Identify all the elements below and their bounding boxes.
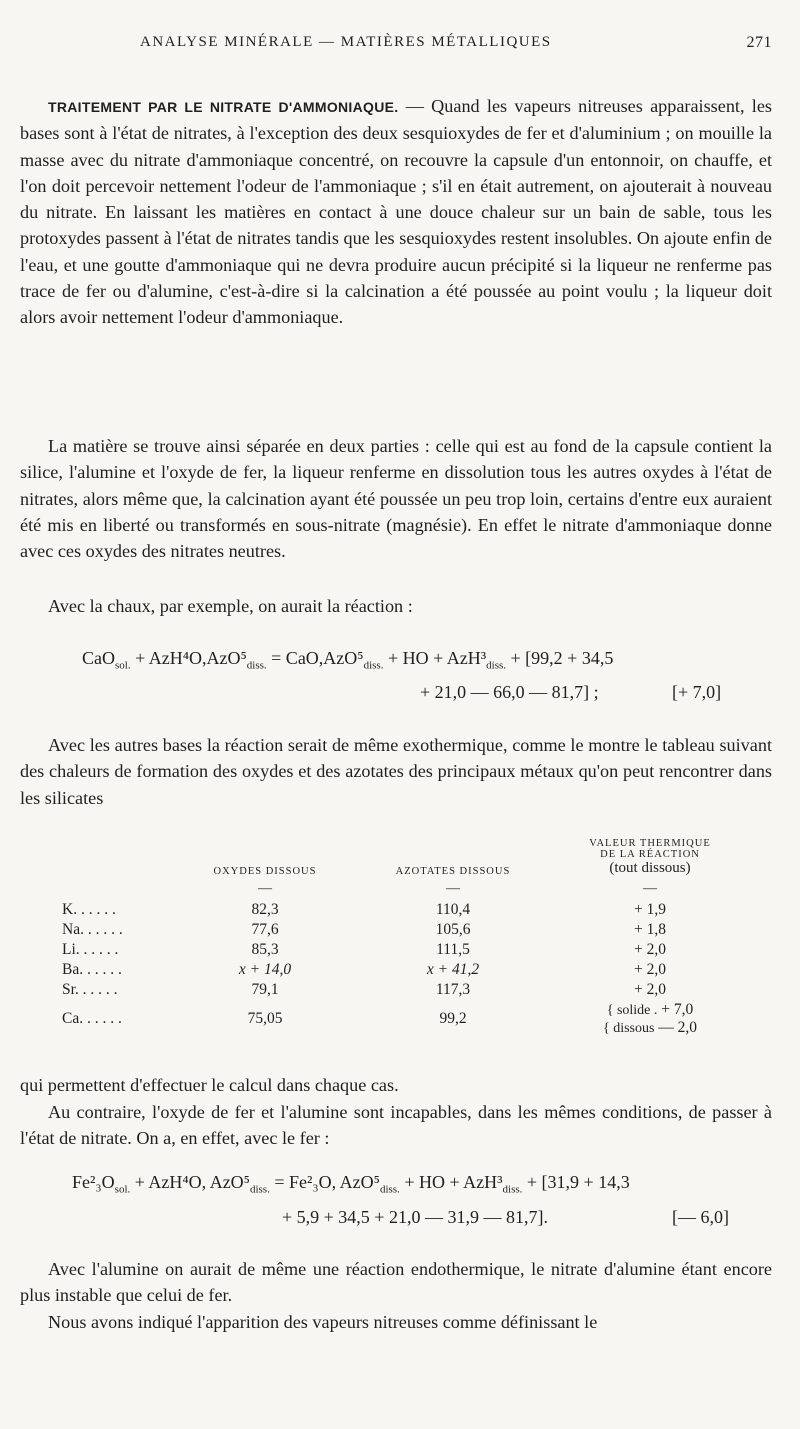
table-row: Na. . . . . . 77,6 105,6 + 1,8 [62,921,666,938]
table-row-ca: Ca. . . . . . 75,05 99,2 { solide . + 7,0 { dissous — 2,0 [62,1001,698,1036]
thermal-table: OXYDES DISSOUS AZOTATES DISSOUS VALEUR THERMIQUE DE LA RÉACTION (tout dissous) — — — K. . . . . . 82,3 110,4 + 1,9 Na. . . . . . 77,6 105,6 + 1,8 Li. . . . . . 85,3 111,5 + 2,0 Ba. . . . . . x + 14,0 x + 41,2 + 2,0 Sr. . . . . . 79,1 117,3 + 2,0 Ca. . . . . . 75,05 99,2 { solide . + 7,0 { dissous — 2,0 [58,838,748,1037]
paragraph-text: Avec la chaux, par exemple, on aurait la réaction : [48,596,413,616]
paragraph-vapeurs [20,1309,772,1335]
paragraph-text: Nous avons indiqué l'apparition des vapeurs nitreuses comme définissant le [48,1312,598,1332]
equation-chaux-line2: + 21,0 — 66,0 — 81,7] ; [420,682,599,702]
paragraph-chaux [20,593,772,619]
paragraph-separation [20,433,772,564]
column-header-oxydes: OXYDES DISSOUS [213,866,317,877]
paragraph-traitement [20,93,772,331]
table-row: Ba. . . . . . x + 14,0 x + 41,2 + 2,0 [62,961,666,978]
paragraph-text: — Quand les vapeurs nitreuses apparaissent, les bases sont à l'état de nitrates, à l'exception des deux sesquioxydes de fer et d'aluminium ; on mouille la masse avec du nitrate d'ammoniaque concentré, on recouvre la capsule d'un entonnoir, on chauffe, et l'on doit percevoir nettement l'odeur de l'ammoniaque ; s'il en était autrement, on ajouterait à nouveau du nitrate. En laissant les matières en contact à une douce chaleur sur un bain de sable, tous les protoxydes passent à l'état de nitrates tandis que les sesquioxydes restent insolubles. On ajoute enfin de l'eau, et une goutte d'ammoniaque qui ne devra produire aucun précipité si la liqueur ne renferme pas trace de fer ou d'alumine, c'est-à-dire si la calcination a été poussée au point voulu ; la liqueur doit alors avoir nettement l'odeur d'ammoniaque. [20,96,772,328]
column-header-azotates: AZOTATES DISSOUS [395,866,511,877]
running-title: ANALYSE MINÉRALE — MATIÈRES MÉTALLIQUES [140,34,552,50]
table-row: Li. . . . . . 85,3 111,5 + 2,0 [62,941,666,958]
paragraph-text: Au contraire, l'oxyde de fer et l'alumine sont incapables, dans les mêmes conditions, de passer à l'état de nitrate. On a, en effet, avec le fer : [20,1102,772,1149]
table-row: Sr. . . . . . 79,1 117,3 + 2,0 [62,981,666,998]
equation-fer-line1: $Fe^2_3O_{sol.} + AzH^4O$, $AzO^5_{diss.} = Fe^2_3O$, $AzO^5_{diss.}$ + HO + $AzH^3_{diss.} + [31,9 + 14,3$ [72,1172,630,1196]
equation-fer-result: [— 6,0] [672,1207,729,1227]
section-heading: TRAITEMENT PAR LE NITRATE D'AMMONIAQUE. [48,99,399,115]
paragraph-text: La matière se trouve ainsi séparée en deux parties : celle qui est au fond de la capsule contient la silice, l'alumine et l'oxyde de fer, la liqueur renferme en dissolution tous les autres oxydes à l'état de nitrates, alors même que, la calcination ayant été poussée un peu trop loin, certains d'entre eux auraient été mis en liberté ou transformés en sous-nitrate (magnésie). En effet le nitrate d'ammoniaque donne avec ces oxydes des nitrates neutres. [20,436,772,562]
paragraph-text: Avec les autres bases la réaction serait de même exothermique, comme le montre le tableau suivant des chaleurs de formation des oxydes et des azotates des principaux métaux qu'on peut rencontrer dans les silicates [20,735,772,808]
paragraph-autres-bases [20,732,772,811]
running-header [20,34,772,56]
equation-fer-line2: + 5,9 + 34,5 + 21,0 — 31,9 — 81,7]. [282,1207,548,1227]
page-number: 271 [746,34,772,51]
paragraph-text: qui permettent d'effectuer le calcul dans chaque cas. [20,1075,399,1095]
column-header-valeur: VALEUR THERMIQUE DE LA RÉACTION (tout dissous) [589,838,711,876]
equation-chaux-line1: $CaO_{sol.} + AzH^4O,AzO^5_{diss.} = CaO,AzO^5_{diss.}$ + HO + $AzH^3_{diss.} + [99,2 + 34,5$ [82,648,614,672]
paragraph-calcul [20,1072,772,1098]
equation-chaux-result: [+ 7,0] [672,682,722,702]
table-row: K. . . . . . 82,3 110,4 + 1,9 [62,901,666,918]
paragraph-alumine [20,1256,772,1309]
paragraph-oxyde-fer [20,1099,772,1152]
paragraph-text: Avec l'alumine on aurait de même une réaction endothermique, le nitrate d'alumine étant encore plus instable que celui de fer. [20,1259,772,1306]
